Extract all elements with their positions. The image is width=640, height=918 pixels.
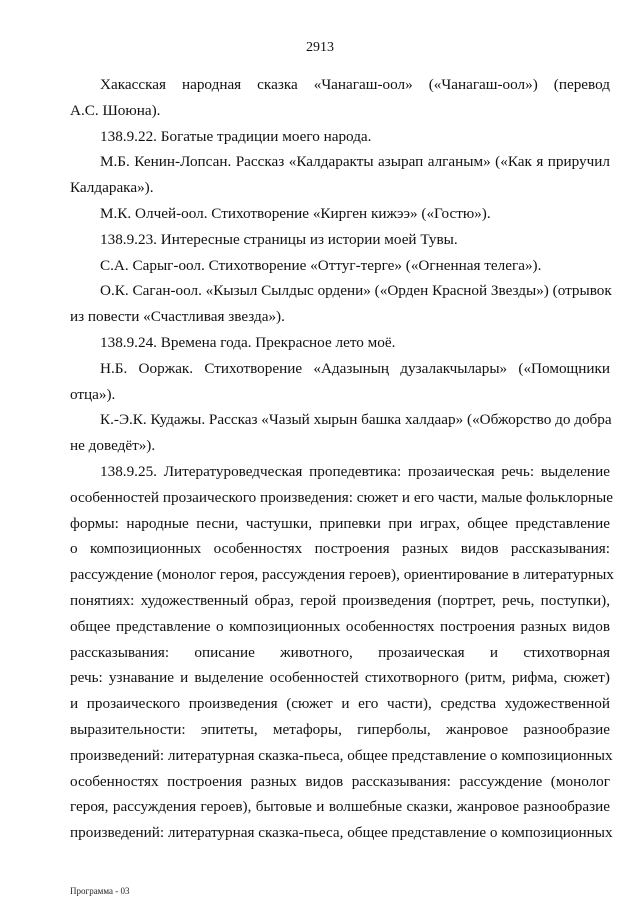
text-line: 138.9.24. Времена года. Прекрасное лето моё. [100,333,396,351]
text-line: А.С. Шоюна). [70,101,161,119]
text-line: отца»). [70,385,116,403]
paragraph [70,459,614,846]
page-footer: Программа - 03 [70,886,130,896]
paragraph [70,356,610,408]
text-line: М.К. Олчей-оол. Стихотворение «Кирген кижээ» («Гостю»). [100,204,491,222]
text-line: и прозаического произведения (сюжет и его части), средства художественной [70,695,610,713]
text-line: особенностей прозаического произведения: сюжет и его части, малые фольклорные [70,488,613,506]
text-line: о композиционных особенностях построения разных видов рассказывания: [70,540,610,558]
text-line: С.А. Сарыг-оол. Стихотворение «Оттуг-терге» («Огненная телега»). [100,256,542,274]
text-line: рассуждение (монолог героя, рассуждения героев), ориентирование в литературных [70,566,614,584]
text-line: из повести «Счастливая звезда»). [70,308,285,326]
paragraph [70,278,610,330]
page-number: 2913 [306,40,334,55]
paragraph [70,149,610,201]
text-line: формы: народные песни, частушки, припевки при играх, общее представление [70,514,610,532]
text-line: 138.9.23. Интересные страницы из истории моей Тувы. [100,230,458,248]
text-line: речь: узнавание и выделение особенностей стихотворного (ритм, рифма, сюжет) [70,669,610,687]
document-body [70,72,614,846]
paragraph [70,124,610,150]
text-line: Калдарака»). [70,179,154,197]
text-line: выразительности: эпитеты, метафоры, гиперболы, жанровое разнообразие [70,720,610,738]
text-line: произведений: литературная сказка-пьеса, общее представление о композиционных [70,746,613,764]
text-line: Хакасская народная сказка «Чанагаш-оол» («Чанагаш-оол») (перевод [100,76,610,93]
paragraph [70,253,610,279]
text-line: 138.9.22. Богатые традиции моего народа. [100,127,372,145]
paragraph [70,330,610,356]
text-line: произведений: литературная сказка-пьеса, общее представление о композиционных [70,824,613,842]
text-line: героя, рассуждения героев), бытовые и волшебные сказки, жанровое разнообразие [70,798,610,816]
text-line: особенностях построения разных видов рассказывания: рассуждение (монолог [70,772,610,790]
text-line: понятиях: художественный образ, герой произведения (портрет, речь, поступки), [70,591,610,609]
text-line: К.-Э.К. Кудажы. Рассказ «Чазый хырын башка халдаар» («Обжорство до добра [100,411,612,429]
paragraph [70,407,610,459]
text-line: Н.Б. Ооржак. Стихотворение «Адазының дузалакчылары» («Помощники [100,359,610,377]
text-line: рассказывания: описание животного, прозаическая и стихотворная [70,643,610,661]
text-line: общее представление о композиционных особенностях построения разных видов [70,617,610,635]
paragraph [70,201,610,227]
text-line: 138.9.25. Литературоведческая пропедевтика: прозаическая речь: выделение [100,462,610,480]
text-line: не доведёт»). [70,437,156,455]
text-line: О.К. Саган-оол. «Кызыл Сылдыс ордени» («Орден Красной Звезды») (отрывок [100,282,612,300]
paragraph [70,227,610,253]
paragraph [70,72,610,124]
text-line: М.Б. Кенин-Лопсан. Рассказ «Калдаракты азырап алганым» («Как я приручил [100,153,610,171]
